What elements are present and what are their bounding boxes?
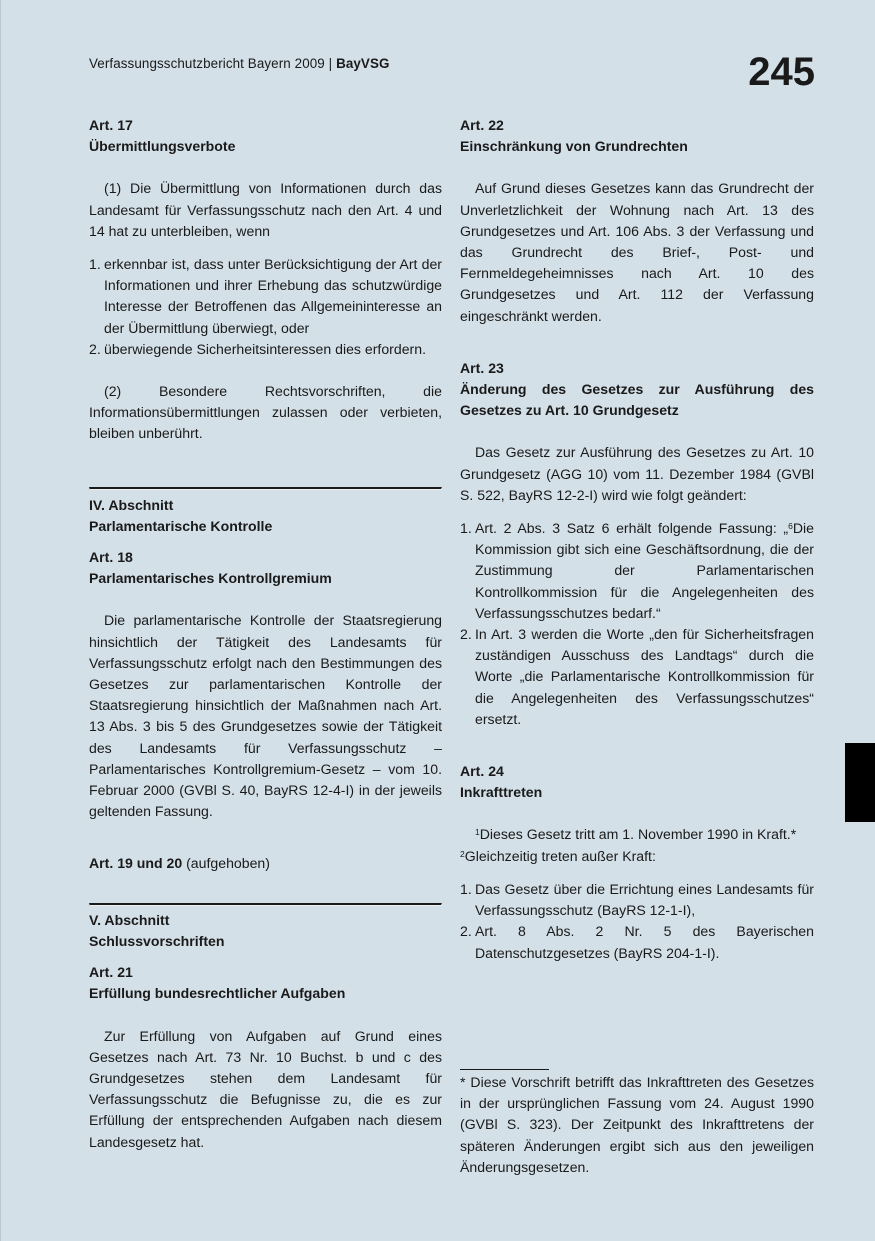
art17-list: [89, 254, 442, 360]
list-item-text: Die Kommission gibt sich eine Geschäftsordnung, die der Zustimmung der Parlamentarischen Kontrollkommission für die Angelegenheiten des Verfassungsschutzes bedarf.“: [475, 520, 814, 621]
art24-title: Inkrafttreten: [460, 784, 543, 801]
art24-number: Art. 24: [460, 763, 504, 780]
art21-title: Erfüllung bundesrechtlicher Aufgaben: [89, 985, 346, 1002]
art18-number: Art. 18: [89, 549, 133, 566]
art21-paragraph: Zur Erfüllung von Aufgaben auf Grund eines Gesetzes nach Art. 73 Nr. 10 Buchst. b und c des Grundgesetzes stehen dem Landesamt für Verfassungsschutz die Befugnisse zu, die es zur Erfüllung der entsprechenden Aufgaben nach diesem Landesgesetz hat.: [89, 1027, 442, 1150]
art23-paragraph: Das Gesetz zur Ausführung des Gesetzes zu Art. 10 Grundgesetz (AGG 10) vom 11. Dezember 1984 (GVBl S. 522, BayRS 12-2-I) wird wie folgt geändert:: [460, 444, 814, 503]
list-item-text: überwiegende Sicherheitsinteressen dies erfordern.: [104, 340, 426, 357]
list-item-text: In Art. 3 werden die Worte „den für Sicherheitsfragen zuständigen Ausschuss des Landtags“ durch die Worte „die Parlamentarische Kontrollkommission für die Angelegenheiten des Verfassungsschutzes“ ersetzt.: [475, 626, 814, 727]
art23-list: [460, 518, 814, 730]
art21-number: Art. 21: [89, 964, 133, 981]
art24-sentence-1: $^1$Dieses Gesetz tritt am 1. November 1990 in Kraft.*: [475, 826, 797, 843]
header-title-bold: BayVSG: [336, 56, 390, 71]
footnote-divider: [460, 1069, 549, 1070]
list-item: [460, 624, 814, 730]
section5-title: Schlussvorschriften: [89, 932, 225, 949]
list-item-number: 1.: [89, 256, 101, 273]
art19-20-status: (aufgehoben): [182, 855, 270, 872]
section5-number: V. Abschnitt: [89, 911, 170, 928]
art24-list: [460, 879, 814, 964]
footnote: * Diese Vorschrift betrifft das Inkrafttreten des Gesetzes in der ursprünglichen Fassung vom 24. August 1990 (GVBl S. 323). Der Zeitpunkt des Inkrafttretens der späteren Änderungen ergibt sich aus den jeweiligen Änderungsgesetzen.: [460, 1074, 814, 1175]
sentence-number: 2: [460, 848, 465, 859]
art19-20-number: Art. 19 und 20: [89, 855, 183, 872]
list-item-text: erkennbar ist, dass unter Berücksichtigung der Art der Informationen und ihrer Erhebung das schutzwürdige Interesse der Betroffenen das Allgemeininteresse an der Übermittlung überwiegt, oder: [104, 256, 442, 336]
art24-sentence-2: $^2$Gleichzeitig treten außer Kraft:: [460, 847, 656, 864]
art18-title: Parlamentarisches Kontrollgremium: [89, 570, 332, 587]
art17-paragraph-1: (1) Die Übermittlung von Informationen durch das Landesamt für Verfassungsschutz nach den Art. 4 und 14 hat zu unterbleiben, wenn: [89, 180, 442, 239]
right-column: [460, 115, 814, 964]
art23-number: Art. 23: [460, 359, 504, 376]
art22-title: Einschränkung von Grundrechten: [460, 138, 688, 155]
list-item-text: Das Gesetz über die Errichtung eines Landesamts für Verfassungsschutz (BayRS 12-1-I),: [475, 880, 814, 919]
art22-paragraph: Auf Grund dieses Gesetzes kann das Grundrecht der Unverletzlichkeit der Wohnung nach Art. 13 des Grundgesetzes und Art. 106 Abs. 3 der Verfassung und das Grundrecht des Brief-, Post- und Fernmeldegeheimnisses nach Art. 10 des Grundgesetzes und Art. 112 der Verfassung eingeschränkt werden.: [460, 180, 814, 324]
list-item: [460, 879, 814, 921]
list-item: [460, 518, 814, 624]
sentence-number: 1: [475, 827, 480, 838]
sentence-number: 6: [788, 521, 793, 532]
section4-number: IV. Abschnitt: [89, 496, 174, 513]
thumb-index-tab: [845, 743, 875, 822]
art22-number: Art. 22: [460, 117, 504, 133]
list-item-number: 1.: [460, 880, 472, 897]
header-title-prefix: Verfassungsschutzbericht Bayern 2009 |: [89, 56, 337, 71]
left-column: [89, 115, 442, 1153]
list-item-text: Art. 2 Abs. 3 Satz 6 erhält folgende Fassung: „: [475, 520, 789, 537]
list-item-text: Art. 8 Abs. 2 Nr. 5 des Bayerischen Datenschutzgesetzes (BayRS 204-1-I).: [475, 923, 814, 961]
list-item: [89, 254, 442, 339]
list-item: [460, 921, 814, 963]
list-item: [89, 339, 442, 360]
list-item-number: 2.: [89, 340, 101, 357]
art17-paragraph-2: (2) Besondere Rechtsvorschriften, die Informationsübermittlungen zulassen oder verbieten, bleiben unberührt.: [89, 383, 442, 442]
art23-title: Änderung des Gesetzes zur Ausführung des Gesetzes zu Art. 10 Grundgesetz: [460, 381, 814, 419]
art19-20-line: [89, 853, 442, 874]
section4-title: Parlamentarische Kontrolle: [89, 517, 273, 534]
list-item-number: 2.: [460, 626, 472, 643]
page-edge: [0, 0, 1, 1241]
art18-paragraph: Die parlamentarische Kontrolle der Staatsregierung hinsichtlich der Tätigkeit des Landesamts für Verfassungsschutz erfolgt nach den Bestimmungen des Gesetzes zur parlamentarischen Kontrolle der Staatsregierung hinsichtlich der Maßnahmen nach Art. 13 Abs. 3 bis 5 des Grundgesetzes sowie der Tätigkeit des Landesamts für Verfassungsschutz – Parlamentarisches Kontrollgremium-Gesetz – vom 10. Februar 2000 (GVBl S. 40, BayRS 12-4-I) in der jeweils geltenden Fassung.: [89, 612, 442, 820]
art17-title: Übermittlungsverbote: [89, 138, 236, 155]
page-number: 245: [748, 50, 815, 94]
list-item-number: 1.: [460, 520, 472, 537]
running-header: [89, 56, 390, 71]
list-item-number: 2.: [460, 923, 472, 940]
art17-number: Art. 17: [89, 117, 133, 133]
